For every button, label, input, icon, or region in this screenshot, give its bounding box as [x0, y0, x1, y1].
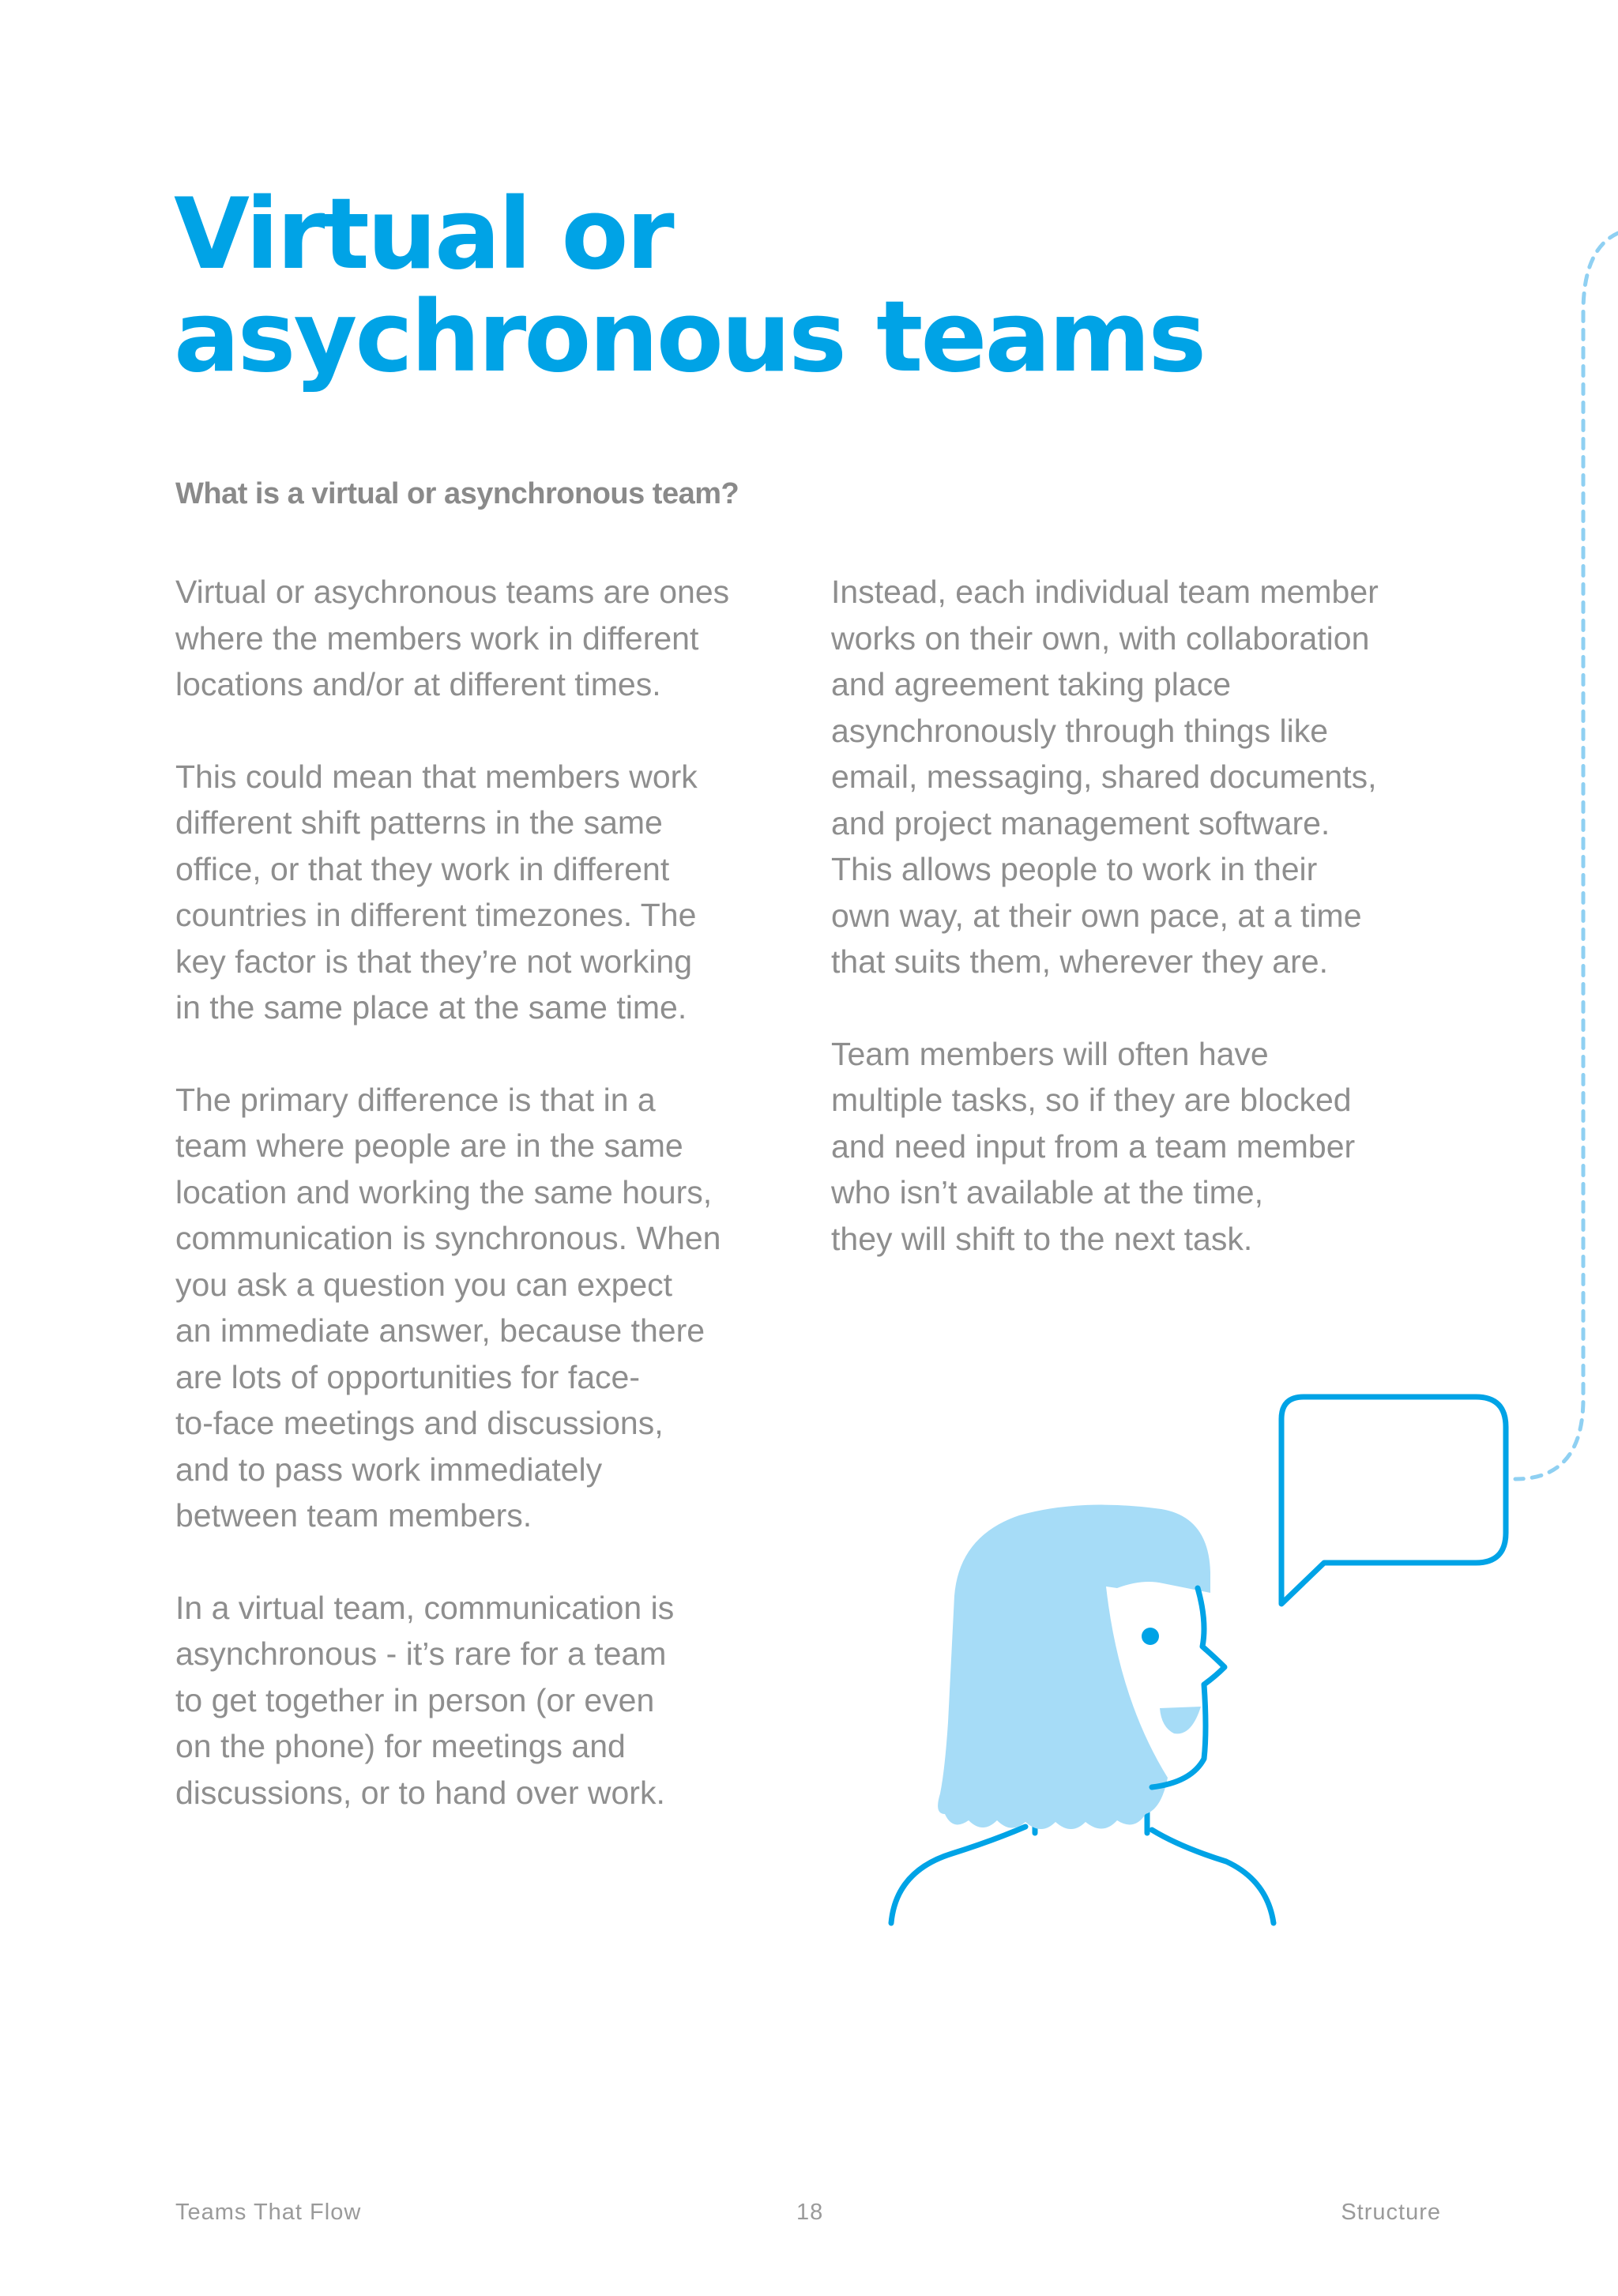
page-title-line-1: Virtual or	[174, 178, 672, 292]
body-outline	[891, 1827, 1025, 1923]
paragraph: In a virtual team, communication is asynchronous - it’s rare for a team to get together in person (or even on the phone) for meetings and discussions, or to hand over work.	[175, 1589, 675, 1811]
body-outline	[1152, 1830, 1274, 1923]
footer-publication-title: Teams That Flow	[175, 2200, 362, 2225]
paragraph: Instead, each individual team member works on their own, with collaboration and agreement taking place asynchronously through things like email, messaging, shared documents, and project management software. This allows people to work in their own way, at their own pace, at a time that suits them, wherever they are.	[831, 574, 1379, 980]
right-text-column	[831, 569, 1463, 1308]
paragraph: Virtual or asychronous teams are ones where the members work in different locations and/or at different times.	[175, 574, 730, 702]
face-outline	[1152, 1588, 1225, 1787]
dashed-connector-line	[1515, 233, 1618, 1479]
paragraph: The primary difference is that in a team where people are in the same location and working the same hours, communication is synchronous. When you ask a question you can expect an immediate answer, because there are lots of opportunities for face- to-face meetings and discussions, and to pass work immediately between team members.	[175, 1081, 721, 1534]
footer-page-number: 18	[796, 2200, 824, 2225]
page-title	[174, 178, 1205, 394]
left-text-column	[175, 569, 807, 1861]
paragraph: Team members will often have multiple tasks, so if they are blocked and need input from a team member who isn’t available at the time, they will shift to the next task.	[831, 1035, 1356, 1257]
footer-section-name: Structure	[1341, 2200, 1441, 2225]
smile	[1160, 1707, 1201, 1733]
eye	[1142, 1628, 1159, 1645]
paragraph: This could mean that members work different shift patterns in the same office, or that they work in different countries in different timezones. The key factor is that they’re not working in the same place at the same time.	[175, 758, 698, 1026]
hair	[938, 1505, 1210, 1829]
page-title-line-2: asychronous teams	[174, 280, 1205, 394]
section-subheading: What is a virtual or asynchronous team?	[175, 477, 739, 510]
speech-bubble-icon	[1281, 1397, 1506, 1604]
